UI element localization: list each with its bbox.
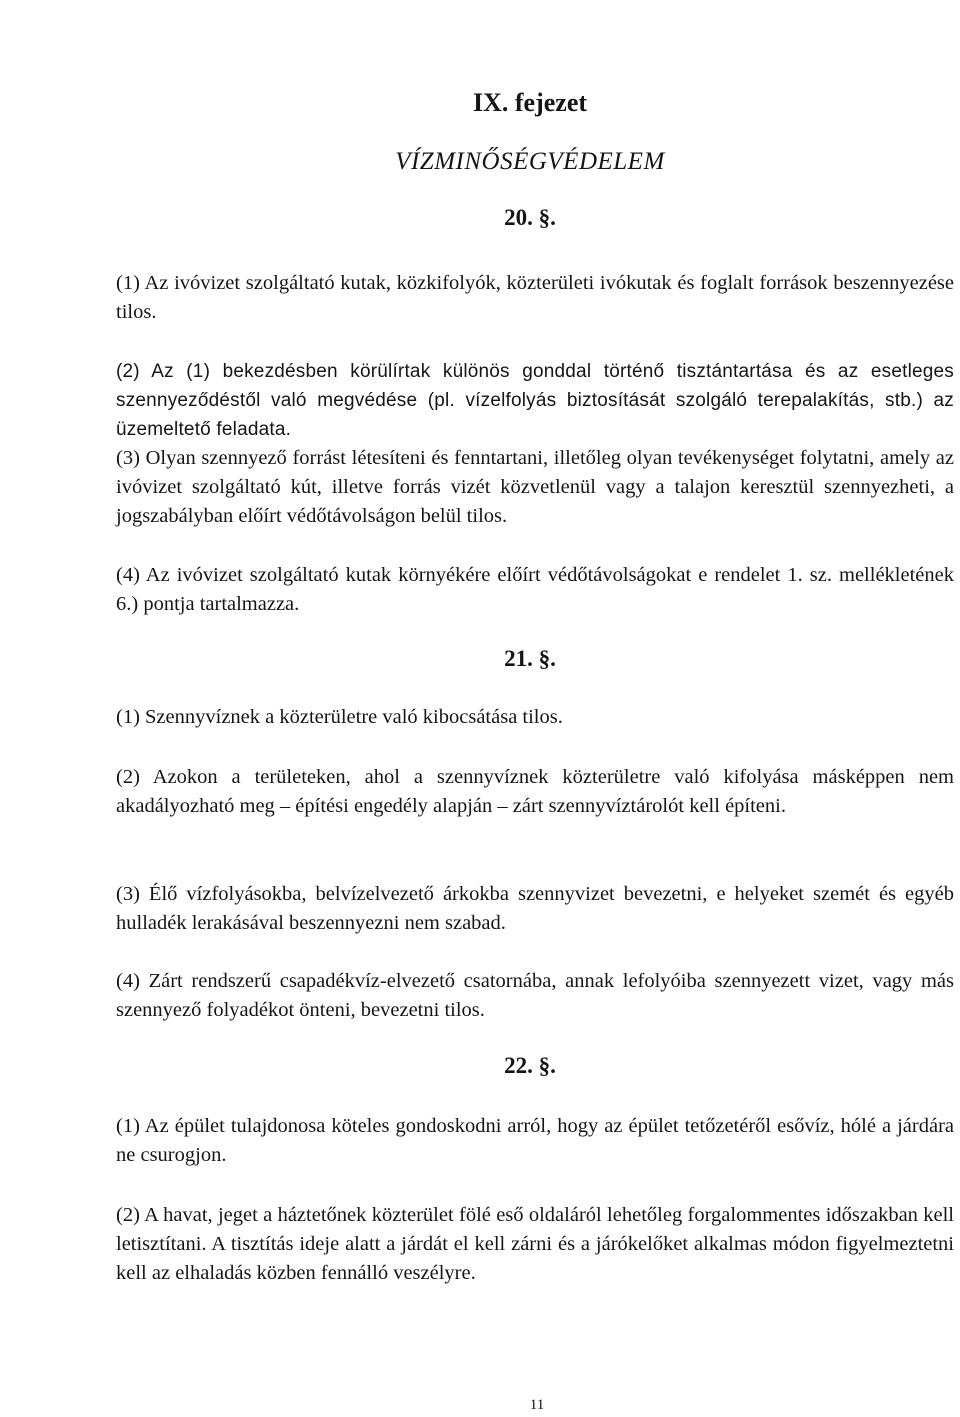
chapter-heading: IX. fejezet (472, 88, 588, 117)
chapter-title: VÍZMINŐSÉGVÉDELEM (395, 148, 665, 175)
paragraph-20-3: (3) Olyan szennyező forrást létesíteni és fenntartani, illetőleg olyan tevékenységet folytatni, amely az ivóvizet szolgáltató kút, illetve forrás vizét közvetlenül vagy a talajon keresztül szennyezheti, a jogszabályban előírt védőtávolságon belül tilos. (116, 447, 954, 527)
paragraph-21-4: (4) Zárt rendszerű csapadékvíz-elvezető csatornába, annak lefolyóiba szennyezett vizet, vagy más szennyező folyadékot önteni, bevezetni tilos. (116, 970, 954, 1021)
paragraph-20-4: (4) Az ivóvizet szolgáltató kutak környékére előírt védőtávolságokat e rendelet 1. sz. mellékletének 6.) pontja tartalmazza. (116, 564, 954, 615)
paragraph-21-1: (1) Szennyvíznek a közterületre való kibocsátása tilos. (116, 706, 563, 728)
paragraph-20-2: (2) Az (1) bekezdésben körülírtak különös gonddal történő tisztántartása és az esetleges szennyeződéstől való megvédése (pl. vízelfolyás biztosítását szolgáló terepalakítás, stb.) az üzemeltető feladata. (116, 361, 954, 440)
paragraph-22-1: (1) Az épület tulajdonosa köteles gondoskodni arról, hogy az épület tetőzetéről esővíz, hólé a járdára ne csurogjon. (116, 1115, 954, 1166)
section-heading-20: 20. §. (504, 205, 556, 230)
paragraph-21-2: (2) Azokon a területeken, ahol a szennyvíznek közterületre való kifolyása másképpen nem akadályozható meg – építési engedély alapján – zárt szennyvíztárolót kell építeni. (116, 766, 954, 817)
paragraph-22-2: (2) A havat, jeget a háztetőnek közterület fölé eső oldaláról lehetőleg forgalommentes időszakban kell letisztítani. A tisztítás ideje alatt a járdát el kell zárni és a járókelőket alkalmas módon figyelmeztetni kell az elhaladás közben fennálló veszélyre. (116, 1204, 954, 1284)
section-heading-22: 22. §. (504, 1053, 556, 1078)
page-number: 11 (529, 1397, 545, 1413)
paragraph-21-3: (3) Élő vízfolyásokba, belvízelvezető árkokba szennyvizet bevezetni, e helyeket szemét és egyéb hulladék lerakásával beszennyezni nem szabad. (116, 883, 954, 934)
paragraph-20-1: (1) Az ivóvizet szolgáltató kutak, közkifolyók, közterületi ivókutak és foglalt források beszennyezése tilos. (116, 272, 954, 323)
section-heading-21: 21. §. (504, 646, 556, 671)
